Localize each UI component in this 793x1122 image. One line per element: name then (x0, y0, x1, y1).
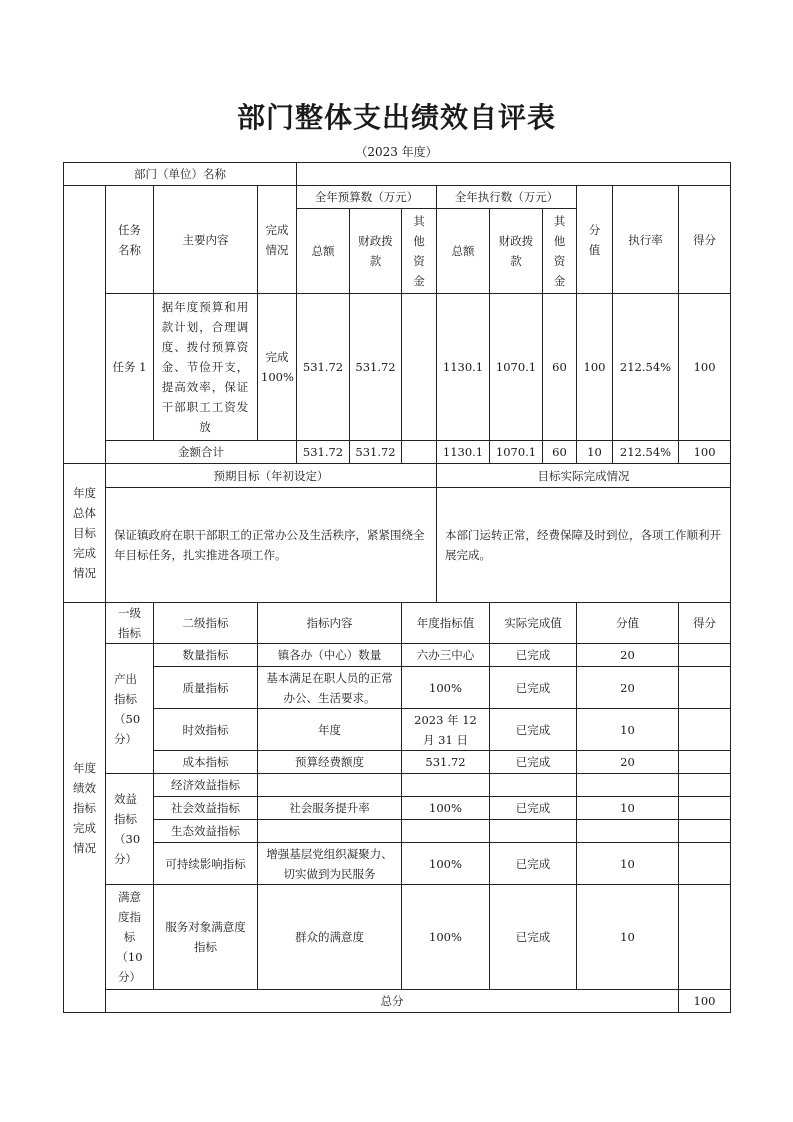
dept-row (64, 163, 731, 186)
ind-actual (490, 820, 577, 843)
ind-target: 2023 年 12 月 31 日 (402, 709, 490, 751)
ind-score-value: 20 (577, 751, 679, 774)
ind-content: 年度 (258, 709, 402, 751)
tasks-table (63, 162, 731, 464)
indicator-row (64, 644, 731, 667)
ind-actual: 已完成 (490, 751, 577, 774)
ind-actual: 已完成 (490, 709, 577, 751)
ind-actual: 已完成 (490, 644, 577, 667)
ind-level2: 社会效益指标 (154, 797, 258, 820)
ind-target: 100% (402, 885, 490, 990)
ind-score (679, 774, 731, 797)
page-subtitle: （2023 年度） (355, 145, 438, 159)
sum-score: 100 (679, 441, 731, 464)
header-exec-rate: 执行率 (613, 186, 679, 294)
indicators-table (63, 602, 731, 1013)
goals-content-row (64, 488, 731, 603)
indicator-row (64, 843, 731, 885)
ind-level2: 服务对象满意度指标 (154, 885, 258, 990)
ind-actual: 已完成 (490, 797, 577, 820)
sum-exec-rate: 212.54% (613, 441, 679, 464)
header-content: 指标内容 (258, 603, 402, 644)
tasks-header-row-1 (64, 186, 731, 209)
task-budget-other (402, 294, 437, 441)
ind-target (402, 820, 490, 843)
ind-actual: 已完成 (490, 885, 577, 990)
sum-row (64, 441, 731, 464)
ind-score (679, 797, 731, 820)
level1-output: 产出指标（50分） (106, 644, 154, 774)
indicators-section-label: 年度绩效指标完成情况 (64, 603, 106, 1013)
task-budget-total: 531.72 (297, 294, 350, 441)
ind-score (679, 820, 731, 843)
level1-satisfaction: 满意度指标（10分） (106, 885, 154, 990)
dept-label: 部门（单位）名称 (64, 163, 297, 186)
indicator-row (64, 774, 731, 797)
total-label: 总分 (106, 990, 679, 1013)
ind-score-value: 10 (577, 797, 679, 820)
sum-budget-fiscal: 531.72 (350, 441, 402, 464)
header-main-content: 主要内容 (154, 186, 258, 294)
ind-level2: 成本指标 (154, 751, 258, 774)
task-completion: 完成100% (258, 294, 297, 441)
dept-value[interactable] (297, 163, 731, 186)
header-level2: 二级指标 (154, 603, 258, 644)
ind-actual: 已完成 (490, 667, 577, 709)
ind-target: 100% (402, 843, 490, 885)
indicator-row (64, 797, 731, 820)
header-completion: 完成情况 (258, 186, 297, 294)
task-score-value: 100 (577, 294, 613, 441)
header-actual: 实际完成值 (490, 603, 577, 644)
total-row (64, 990, 731, 1013)
ind-score (679, 843, 731, 885)
ind-score-value: 20 (577, 667, 679, 709)
ind-score (679, 667, 731, 709)
ind-score-value: 10 (577, 885, 679, 990)
ind-score-value: 10 (577, 843, 679, 885)
header-level1: 一级指标 (106, 603, 154, 644)
task-exec-total: 1130.1 (437, 294, 490, 441)
ind-score (679, 751, 731, 774)
task-exec-rate: 212.54% (613, 294, 679, 441)
sum-budget-other (402, 441, 437, 464)
header-budget-fiscal: 财政拨款 (350, 209, 402, 294)
ind-level2: 时效指标 (154, 709, 258, 751)
header-score-value: 分值 (577, 186, 613, 294)
ind-level2: 可持续影响指标 (154, 843, 258, 885)
goals-header-row (64, 464, 731, 488)
header-target: 年度指标值 (402, 603, 490, 644)
ind-target: 六办三中心 (402, 644, 490, 667)
header-budget-total: 总额 (297, 209, 350, 294)
header-ind-score-value: 分值 (577, 603, 679, 644)
ind-score (679, 709, 731, 751)
sum-exec-fiscal: 1070.1 (490, 441, 543, 464)
ind-content: 群众的满意度 (258, 885, 402, 990)
level1-benefit: 效益指标（30分） (106, 774, 154, 885)
indicator-row (64, 820, 731, 843)
task-main-content: 据年度预算和用款计划，合理调度、拨付预算资金、节俭开支，提高效率，保证干部职工工资发放 (154, 294, 258, 441)
tasks-section-label (64, 186, 106, 464)
ind-score-value (577, 774, 679, 797)
task-name: 任务 1 (106, 294, 154, 441)
header-score: 得分 (679, 186, 731, 294)
header-exec-group: 全年执行数（万元） (437, 186, 577, 209)
indicator-row (64, 751, 731, 774)
header-budget-other: 其他资金 (402, 209, 437, 294)
header-budget-group: 全年预算数（万元） (297, 186, 437, 209)
task-row (64, 294, 731, 441)
task-exec-fiscal: 1070.1 (490, 294, 543, 441)
ind-score (679, 644, 731, 667)
indicator-row (64, 709, 731, 751)
goals-table (63, 463, 731, 603)
header-ind-score: 得分 (679, 603, 731, 644)
ind-content (258, 774, 402, 797)
ind-content: 预算经费额度 (258, 751, 402, 774)
header-exec-total: 总额 (437, 209, 490, 294)
ind-content (258, 820, 402, 843)
ind-level2: 质量指标 (154, 667, 258, 709)
sum-score-value: 10 (577, 441, 613, 464)
ind-score-value (577, 820, 679, 843)
sum-exec-other: 60 (543, 441, 577, 464)
ind-target: 100% (402, 797, 490, 820)
ind-content: 社会服务提升率 (258, 797, 402, 820)
sum-exec-total: 1130.1 (437, 441, 490, 464)
ind-actual (490, 774, 577, 797)
goals-expected-header: 预期目标（年初设定） (106, 464, 437, 488)
sum-budget-total: 531.72 (297, 441, 350, 464)
indicators-header-row (64, 603, 731, 644)
goals-expected-text: 保证镇政府在职干部职工的正常办公及生活秩序，紧紧围绕全年目标任务，扎实推进各项工作。 (106, 488, 437, 603)
ind-score-value: 20 (577, 644, 679, 667)
ind-score (679, 885, 731, 990)
ind-content: 基本满足在职人员的正常办公、生活要求。 (258, 667, 402, 709)
total-score-value: 100 (679, 990, 731, 1013)
header-exec-fiscal: 财政拨款 (490, 209, 543, 294)
page-title: 部门整体支出绩效自评表 (236, 101, 556, 134)
sum-label: 金额合计 (106, 441, 297, 464)
goals-section-label: 年度总体目标完成情况 (64, 464, 106, 603)
header-exec-other: 其他资金 (543, 209, 577, 294)
ind-score-value: 10 (577, 709, 679, 751)
ind-content: 增强基层党组织凝聚力、切实做到为民服务 (258, 843, 402, 885)
task-budget-fiscal: 531.72 (350, 294, 402, 441)
task-score: 100 (679, 294, 731, 441)
header-task-name: 任务名称 (106, 186, 154, 294)
goals-actual-header: 目标实际完成情况 (437, 464, 731, 488)
ind-level2: 数量指标 (154, 644, 258, 667)
indicator-row (64, 667, 731, 709)
ind-level2: 生态效益指标 (154, 820, 258, 843)
goals-actual-text: 本部门运转正常，经费保障及时到位，各项工作顺利开展完成。 (437, 488, 731, 603)
ind-actual: 已完成 (490, 843, 577, 885)
ind-level2: 经济效益指标 (154, 774, 258, 797)
task-exec-other: 60 (543, 294, 577, 441)
ind-target: 531.72 (402, 751, 490, 774)
ind-content: 镇各办（中心）数量 (258, 644, 402, 667)
ind-target: 100% (402, 667, 490, 709)
indicator-row (64, 885, 731, 990)
ind-target (402, 774, 490, 797)
